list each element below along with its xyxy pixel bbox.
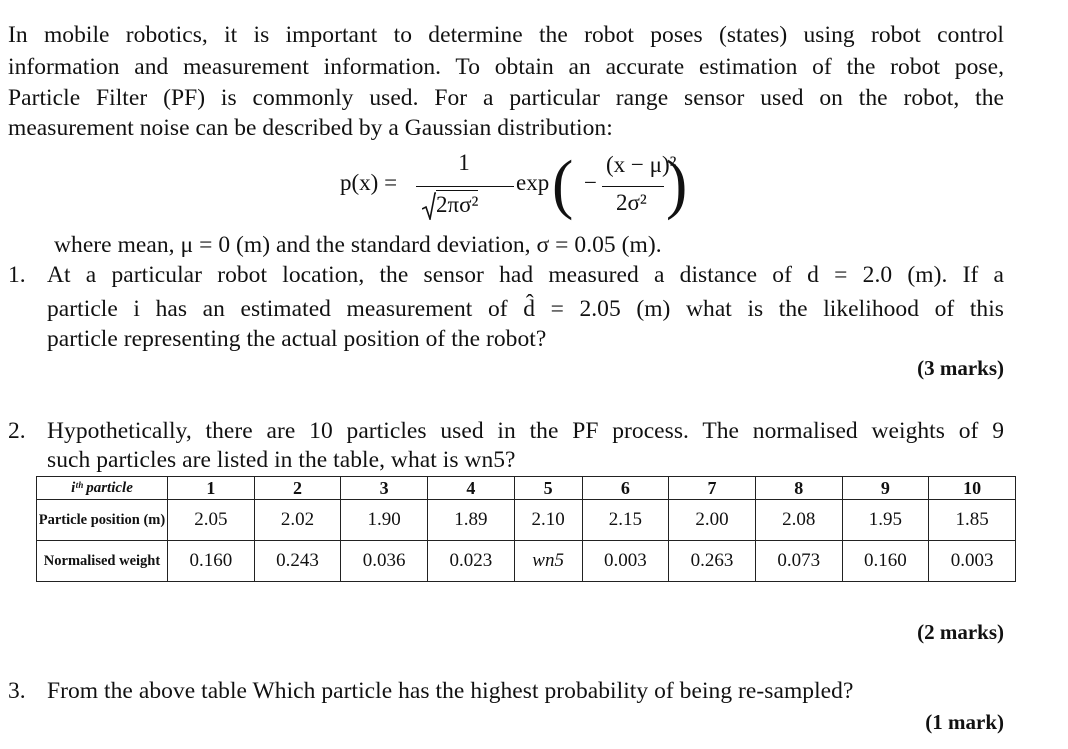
intro-line-4: measurement noise can be described by a Gaussian distribution: [8,115,613,141]
formula-lhs: p(x) = [340,170,398,195]
table-cell: 2.10 [514,500,582,541]
table-header-row [37,477,1016,500]
table-col-header: 3 [341,477,428,500]
right-paren: ) [666,146,688,221]
gaussian-formula [340,146,700,230]
table-cell: 0.036 [341,541,428,582]
table-cell: 2.02 [254,500,341,541]
intro-line-3: Particle Filter (PF) is commonly used. For a particular range sensor used on the robot, the [8,85,1004,111]
table-cell: 0.003 [582,541,669,582]
sqrt-icon [422,192,436,220]
left-paren: ( [552,146,574,221]
table-cell: 0.023 [428,541,515,582]
table-col-header: 4 [428,477,515,500]
table-cell: 0.160 [842,541,929,582]
table-col-header: 6 [582,477,669,500]
table-cell-unknown: wn5 [514,541,582,582]
q3-text: From the above table Which particle has the highest probability of being re-sampled? [47,678,854,704]
q1-line-3: particle representing the actual position of the robot? [47,326,547,352]
table-cell: 0.243 [254,541,341,582]
q1-line-1: At a particular robot location, the sensor had measured a distance of d = 2.0 (m). If a [47,262,1004,288]
table-cell: 0.263 [669,541,756,582]
intro-line-2: information and measurement information. To obtain an accurate estimation of the robot pose, [8,54,1004,80]
fraction-bar-2 [602,186,664,187]
table-cell: 1.85 [929,500,1016,541]
q2-line-1: Hypothetically, there are 10 particles used in the PF process. The normalised weights of 9 [47,418,1004,444]
table-col-header: 7 [669,477,756,500]
table-cell: 2.15 [582,500,669,541]
table-row-label: Particle position (m) [37,500,168,541]
table-row [37,500,1016,541]
table-cell: 0.160 [168,541,255,582]
table-cell: 1.95 [842,500,929,541]
table-row-label: Normalised weight [37,541,168,582]
where-line: where mean, μ = 0 (m) and the standard deviation, σ = 0.05 (m). [54,232,662,258]
q1-number: 1. [8,262,26,288]
q3-marks: (1 mark) [925,710,1004,734]
formula-exp-numerator: (x − μ)² [606,152,677,177]
formula-minus: − [584,170,597,195]
formula-exp: exp [516,170,550,195]
table-cell: 1.89 [428,500,515,541]
q1-marks: (3 marks) [917,356,1004,380]
table-cell: 0.003 [929,541,1016,582]
table-header-label: iᵗʰ particle [37,477,168,500]
table-cell: 2.05 [168,500,255,541]
table-col-header: 2 [254,477,341,500]
particle-table [36,476,1016,582]
table-row [37,541,1016,582]
table-col-header: 10 [929,477,1016,500]
table-col-header: 9 [842,477,929,500]
q2-line-2: such particles are listed in the table, what is wn5? [47,447,516,473]
intro-line-1: In mobile robotics, it is important to determine the robot poses (states) using robot control [8,22,1004,48]
table-col-header: 8 [755,477,842,500]
table-cell: 2.08 [755,500,842,541]
table-cell: 0.073 [755,541,842,582]
q2-number: 2. [8,418,26,444]
table-cell: 2.00 [669,500,756,541]
fraction-bar [416,186,514,187]
table-col-header: 1 [168,477,255,500]
q1-line-2: particle i has an estimated measurement of d̂ = 2.05 (m) what is the likelihood of this [47,296,1004,322]
formula-denominator: 2πσ² [436,192,479,217]
formula-numerator: 1 [458,150,470,175]
formula-exp-denominator: 2σ² [616,190,647,215]
q3-number: 3. [8,678,26,704]
table-cell: 1.90 [341,500,428,541]
table-col-header: 5 [514,477,582,500]
q2-marks: (2 marks) [917,620,1004,644]
